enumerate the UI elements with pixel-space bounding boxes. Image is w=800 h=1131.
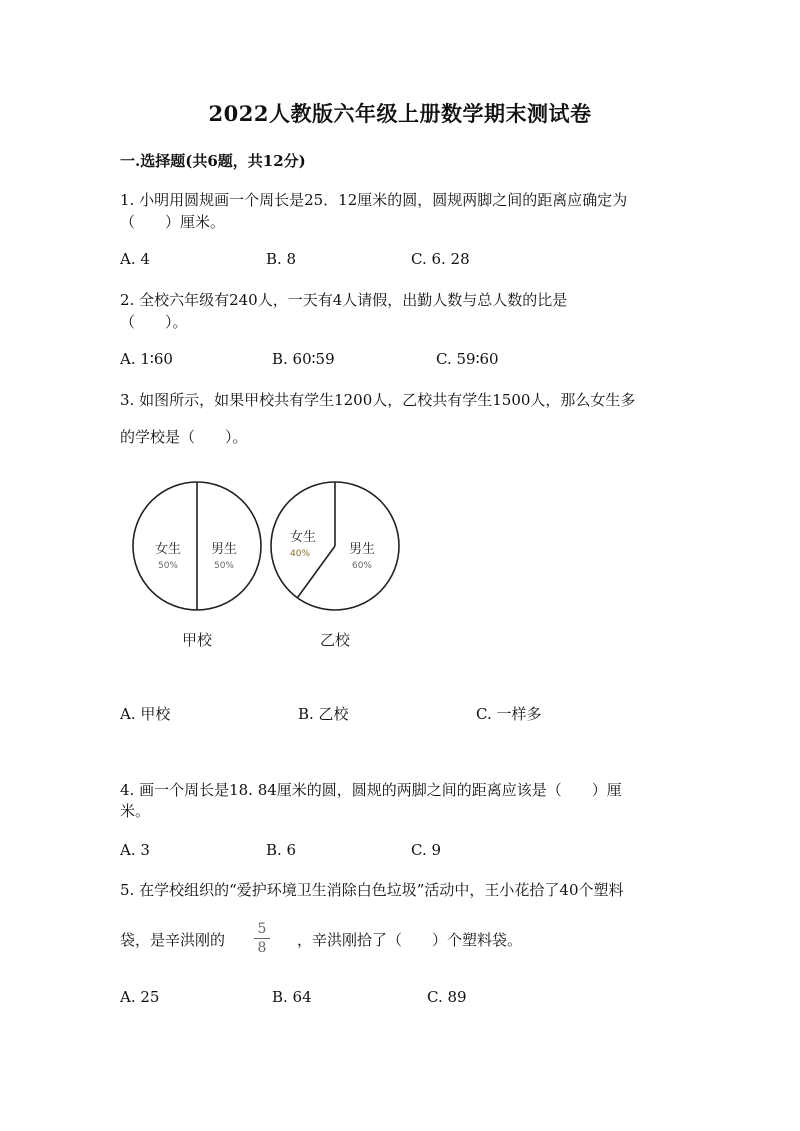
question-1-option-a[interactable]: A. 4 [120,250,150,268]
fraction-bar [254,938,270,939]
question-2-line-1: 2. 全校六年级有240人，一天有4人请假，出勤人数与总人数的比是 [120,291,568,309]
pie-charts-figure [128,478,418,658]
question-1-line-1: 1. 小明用圆规画一个周长是25．12厘米的圆，圆规两脚之间的距离应确定为 [120,191,628,209]
school-b-girls-percent: 40% [289,549,311,559]
question-1-line-2: （ ）厘米。 [120,213,226,231]
section-heading: 一.选择题(共6题，共12分) [120,152,306,170]
question-2-option-b[interactable]: B. 60∶59 [272,350,335,368]
school-a-girls-percent: 50% [157,561,179,571]
question-3-line-1: 3. 如图所示，如果甲校共有学生1200人，乙校共有学生1500人，那么女生多 [120,391,636,409]
question-4-option-a[interactable]: A. 3 [120,841,150,859]
question-3-line-2: 的学校是（ ）。 [120,428,248,446]
question-3-option-c[interactable]: C. 一样多 [476,705,542,723]
question-5-line-1: 5. 在学校组织的“爱护环境卫生消除白色垃圾”活动中，王小花拾了40个塑料 [120,881,624,899]
fraction-numerator: 5 [257,921,267,937]
fraction-denominator: 8 [257,940,267,956]
question-5-option-c[interactable]: C. 89 [427,988,467,1006]
question-4-line-1: 4. 画一个周长是18. 84厘米的圆，圆规的两脚之间的距离应该是（ ）厘 [120,781,622,799]
school-b-boys-percent: 60% [351,561,373,571]
question-2-option-a[interactable]: A. 1∶60 [120,350,173,368]
question-5-line-2a: 袋，是辛洪刚的 [120,931,226,949]
school-a-boys-label: 男生 [210,542,238,557]
school-a-girls-label: 女生 [154,542,182,557]
school-a-boys-percent: 50% [213,561,235,571]
question-1-option-c[interactable]: C. 6. 28 [411,250,470,268]
question-4-option-c[interactable]: C. 9 [411,841,442,859]
question-1-option-b[interactable]: B. 8 [266,250,297,268]
question-4-line-2: 米。 [120,802,151,820]
school-a-pie [133,482,261,649]
question-3-option-b[interactable]: B. 乙校 [298,705,349,723]
page-title: 2022人教版六年级上册数学期末测试卷 [208,101,592,126]
question-4-option-b[interactable]: B. 6 [266,841,297,859]
school-b-girls-label: 女生 [289,530,317,545]
question-2-option-c[interactable]: C. 59∶60 [436,350,499,368]
question-5-line-2b: ，辛洪刚拾了（ ）个塑料袋。 [297,931,523,949]
question-5-option-b[interactable]: B. 64 [272,988,312,1006]
school-b-name: 乙校 [319,631,351,649]
question-3-option-a[interactable]: A. 甲校 [120,705,171,723]
school-b-pie [271,482,399,649]
school-a-name: 甲校 [181,631,213,649]
question-2-line-2: （ ）。 [120,313,188,331]
question-5-option-a[interactable]: A. 25 [120,988,160,1006]
school-b-boys-label: 男生 [348,542,376,557]
fraction-five-eighths [254,922,270,955]
